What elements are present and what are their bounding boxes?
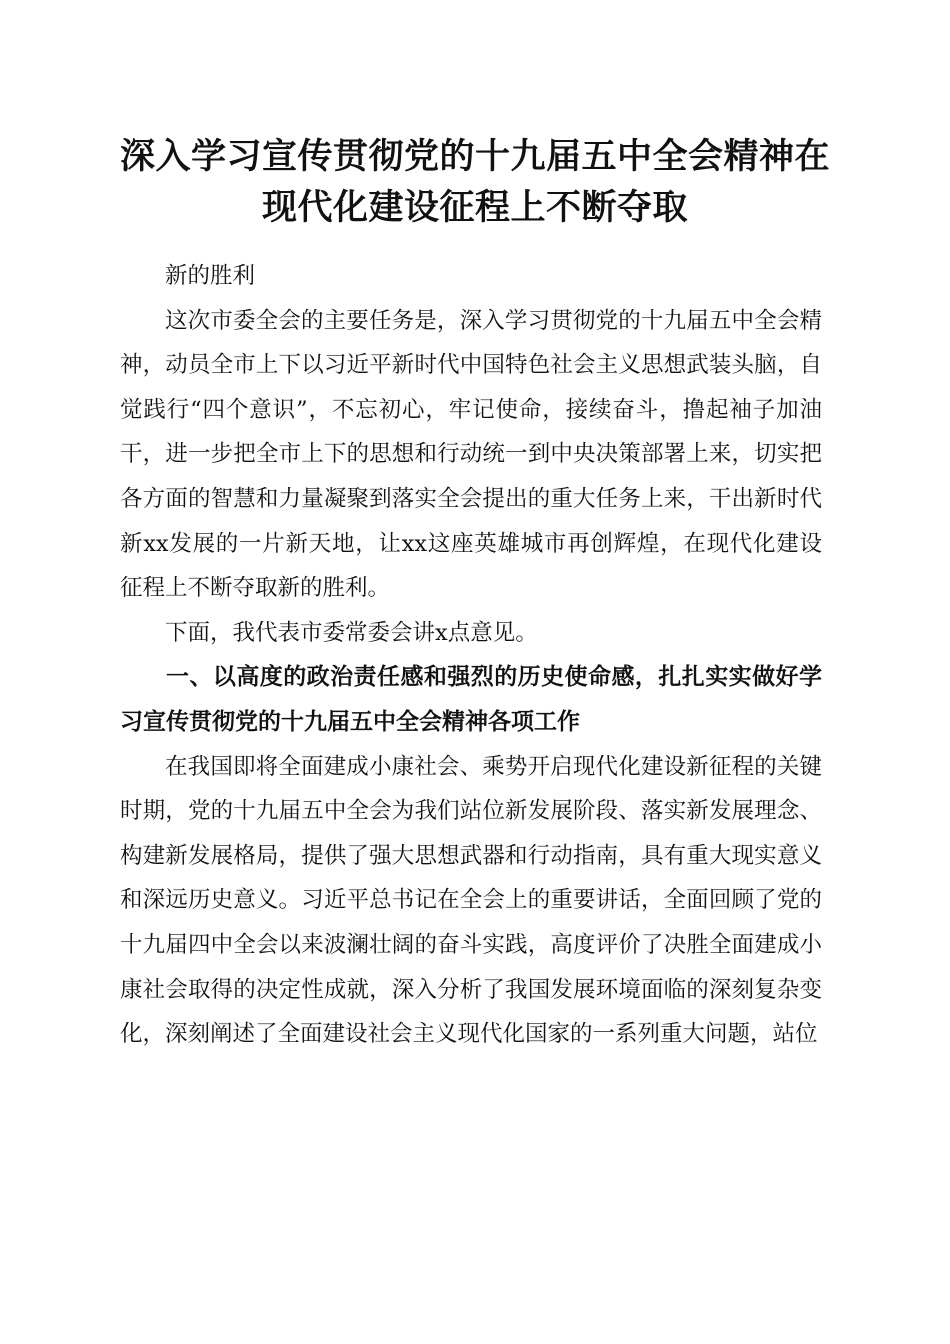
section-heading-1: 一、以高度的政治责任感和强烈的历史使命感，扎扎实实做好学习宣传贯彻党的十九届五中全会精神各项工作 bbox=[120, 664, 822, 735]
paragraph-continuation: 新的胜利 bbox=[165, 263, 256, 289]
paragraph-section-1: 在我国即将全面建成小康社会、乘势开启现代化建设新征程的关键时期，党的十九届五中全会为我们站位新发展阶段、落实新发展理念、构建新发展格局，提供了强大思想武器和行动指南，具有重大现实意义和深远历史意义。习近平总书记在全会上的重要讲话，全面回顾了党的十九届四中全会以来波澜壮阔的奋斗实践，高度评价了决胜全面建成小康社会取得的决定性成就，深入分析了我国发展环境面临的深刻复杂变化，深刻阐述了全面建设社会主义现代化国家的一系列重大问题，站位 bbox=[120, 753, 822, 1048]
title-line-1: 深入学习宣传贯彻党的十九届五中全会精神在 bbox=[119, 137, 830, 177]
title-line-2: 现代化建设征程上不断夺取 bbox=[261, 188, 688, 228]
paragraph-outline: 下面，我代表市委常委会讲x点意见。 bbox=[165, 619, 538, 646]
document-body bbox=[120, 254, 822, 1057]
paragraph-intro: 这次市委全会的主要任务是，深入学习贯彻党的十九届五中全会精神，动员全市上下以习近平新时代中国特色社会主义思想武装头脑，自觉践行“四个意识”，不忘初心，牢记使命，接续奋斗，撸起袖子加油干，进一步把全市上下的思想和行动统一到中央决策部署上来，切实把各方面的智慧和力量凝聚到落实全会提出的重大任务上来，干出新时代新xx发展的一片新天地，让xx这座英雄城市再创辉煌，在现代化建设征程上不断夺取新的胜利。 bbox=[120, 307, 822, 602]
document-title bbox=[60, 132, 890, 234]
